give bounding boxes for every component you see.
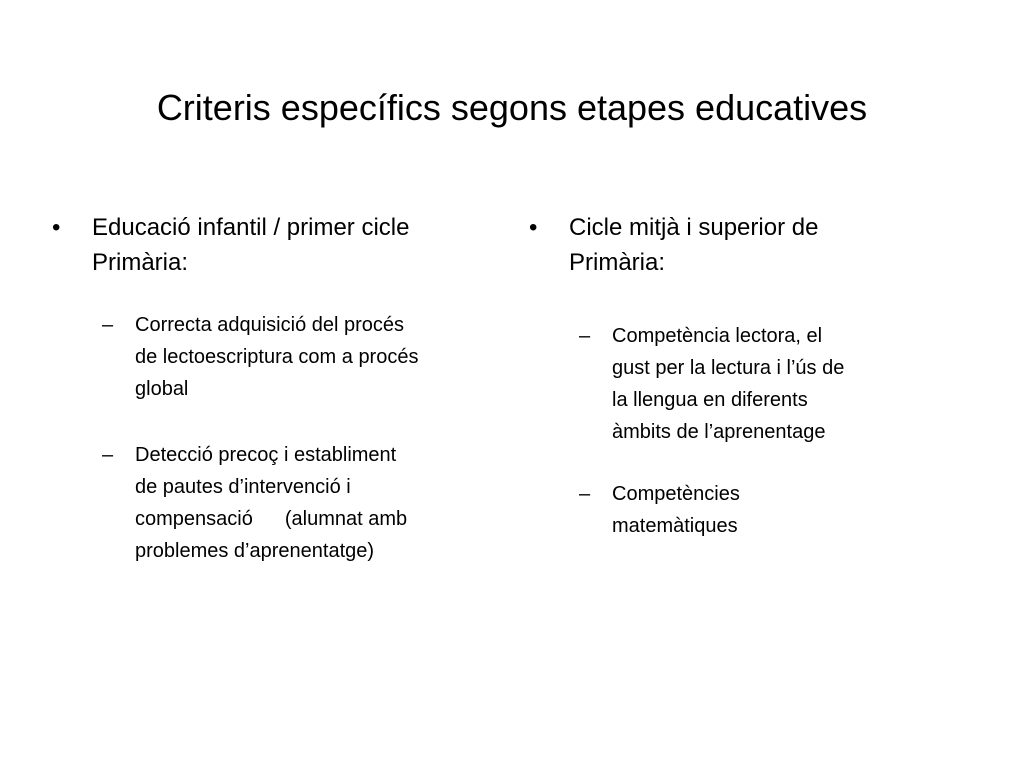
sub-list bbox=[52, 309, 522, 567]
sub-text: global bbox=[135, 378, 189, 400]
sub-text: Correcta adquisició del procés bbox=[135, 314, 405, 336]
sub-list bbox=[529, 320, 949, 542]
sub-item bbox=[52, 309, 522, 405]
bullet-text: Primària: bbox=[92, 249, 189, 276]
sub-text: la llengua en diferents bbox=[612, 389, 808, 411]
slide-title: Criteris específics segons etapes educatives bbox=[156, 87, 868, 128]
sub-text: de lectoescriptura com a procés bbox=[135, 346, 419, 368]
sub-text: Competències bbox=[612, 483, 740, 505]
bullet-icon: • bbox=[52, 214, 61, 241]
sub-text: àmbits de l’aprenentage bbox=[612, 421, 826, 443]
sub-text: Detecció precoç i establiment bbox=[135, 444, 397, 466]
sub-item bbox=[529, 320, 949, 448]
bullet-text: Primària: bbox=[569, 249, 666, 276]
bullet-item bbox=[529, 210, 949, 280]
sub-text: Competència lectora, el bbox=[612, 325, 823, 347]
dash-icon: – bbox=[102, 314, 114, 336]
dash-icon: – bbox=[579, 483, 591, 505]
dash-icon: – bbox=[102, 444, 114, 466]
left-column bbox=[52, 210, 522, 567]
sub-text: de pautes d’intervenció i bbox=[135, 476, 351, 498]
sub-item bbox=[529, 478, 949, 542]
sub-text: gust per la lectura i l’ús de bbox=[612, 357, 845, 379]
dash-icon: – bbox=[579, 325, 591, 347]
sub-text: problemes d’aprenentatge) bbox=[135, 540, 375, 562]
sub-item bbox=[52, 439, 522, 567]
bullet-item bbox=[52, 210, 522, 280]
sub-text-line bbox=[135, 503, 522, 535]
right-column bbox=[529, 210, 949, 542]
bullet-icon: • bbox=[529, 214, 538, 241]
sub-text: compensació bbox=[135, 508, 253, 530]
sub-text: matemàtiques bbox=[612, 515, 738, 537]
sub-text: (alumnat amb bbox=[284, 508, 408, 530]
bullet-text: Cicle mitjà i superior de bbox=[569, 214, 819, 241]
bullet-text: Educació infantil / primer cicle bbox=[92, 214, 410, 241]
